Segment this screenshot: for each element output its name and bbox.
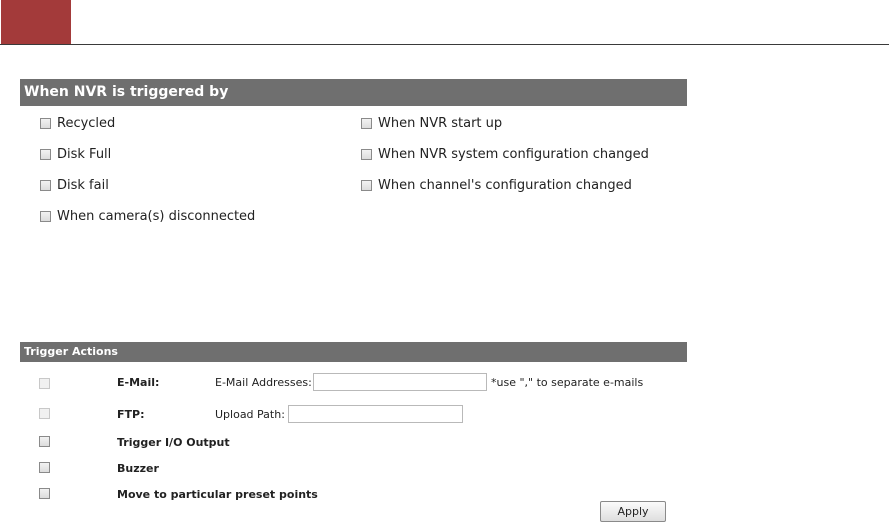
trigger-actions-title: Trigger Actions: [24, 345, 118, 358]
brand-accent-block: [1, 0, 71, 44]
disk-full-label: Disk Full: [57, 147, 112, 162]
ftp-checkbox[interactable]: [39, 408, 50, 419]
camera-disconnected-label: When camera(s) disconnected: [57, 209, 256, 224]
channel-config-changed-label: When channel's configuration changed: [378, 178, 632, 193]
buzzer-checkbox[interactable]: [39, 462, 50, 473]
camera-disconnected-checkbox[interactable]: [40, 211, 51, 222]
disk-fail-label: Disk fail: [57, 178, 109, 193]
channel-config-changed-checkbox[interactable]: [361, 180, 372, 191]
ftp-label: FTP:: [117, 408, 145, 421]
buzzer-label: Buzzer: [117, 462, 159, 475]
io-output-label: Trigger I/O Output: [117, 436, 230, 449]
nvr-startup-checkbox[interactable]: [361, 118, 372, 129]
recycled-label: Recycled: [57, 116, 116, 131]
email-checkbox[interactable]: [39, 378, 50, 389]
io-output-checkbox[interactable]: [39, 436, 50, 447]
preset-points-checkbox[interactable]: [39, 488, 50, 499]
email-label: E-Mail:: [117, 376, 160, 389]
triggered-by-header: [20, 79, 687, 106]
upload-path-label: Upload Path:: [215, 408, 285, 421]
apply-button[interactable]: Apply: [600, 501, 666, 522]
email-hint: *use "," to separate e-mails: [491, 376, 644, 389]
email-addresses-label: E-Mail Addresses:: [215, 376, 312, 389]
upload-path-input[interactable]: [288, 405, 463, 423]
system-config-changed-label: When NVR system configuration changed: [378, 147, 649, 162]
disk-fail-checkbox[interactable]: [40, 180, 51, 191]
header-divider: [0, 44, 889, 45]
system-config-changed-checkbox[interactable]: [361, 149, 372, 160]
email-addresses-input[interactable]: [313, 373, 487, 391]
trigger-actions-header: [20, 342, 687, 362]
triggered-by-title: When NVR is triggered by: [24, 84, 229, 100]
nvr-startup-label: When NVR start up: [378, 116, 503, 131]
recycled-checkbox[interactable]: [40, 118, 51, 129]
preset-points-label: Move to particular preset points: [117, 488, 318, 501]
disk-full-checkbox[interactable]: [40, 149, 51, 160]
